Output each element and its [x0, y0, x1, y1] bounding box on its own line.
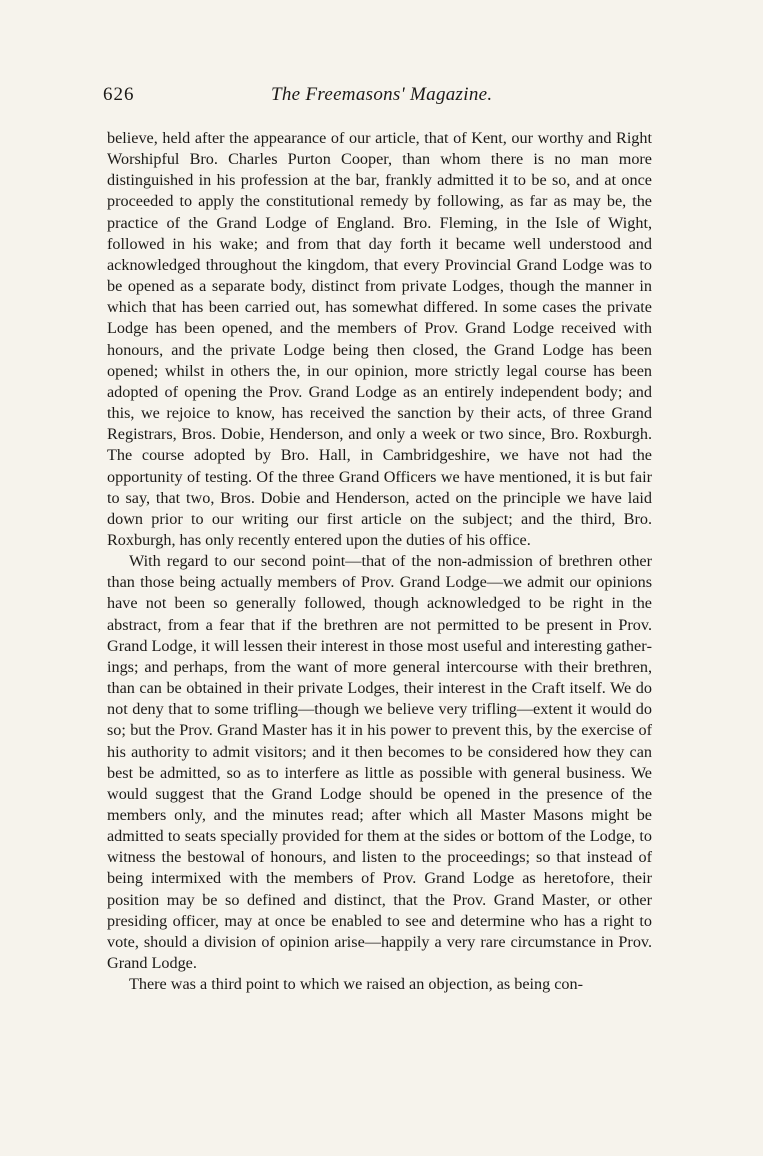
paragraph-continued: believe, held after the appearance of our article, that of Kent, our worthy and Right Worshipful Bro. Charles Purton Cooper, than whom there is no man more distinguished in his profession at the bar, frankly admitted it to be so, and at once proceeded to apply the constitutional remedy by following, as far as may be, the practice of the Grand Lodge of England. Bro. Fleming, in the Isle of Wight, followed in his wake; and from that day forth it became well understood and acknowledged throughout the kingdom, that every Provincial Grand Lodge was to be opened as a separate body, distinct from private Lodges, though the manner in which that has been carried out, has somewhat differed. In some cases the private Lodge has been opened, and the members of Prov. Grand Lodge received with honours, and the private Lodge being then closed, the Grand Lodge has been opened; whilst in others the, in our opinion, more strictly legal course has been adopted of opening the Prov. Grand Lodge as an entirely independent body; and this, we rejoice to know, has received the sanction by their acts, of three Grand Registrars, Bros. Dobie, Henderson, and only a week or two since, Bro. Roxburgh. The course adopted by Bro. Hall, in Cambridgeshire, we have not had the opportunity of testing. Of the three Grand Officers we have mentioned, it is but fair to say, that two, Bros. Dobie and Henderson, acted on the principle we have laid down prior to our writing our first article on the subject; and the third, Bro. Roxburgh, has only recently entered upon the duties of his office. [107, 129, 652, 549]
page-number: 626 [103, 84, 135, 105]
paragraph-second-point: With regard to our second point—that of the non-admission of brethren other than those being actually members of Prov. Grand Lodge—we admit our opinions have not been so generally followed, though acknowledged to be right in the abstract, from a fear that if the brethren are not permitted to be present in Prov. Grand Lodge, it will lessen their interest in those most useful and interesting gatherings; and perhaps, from the want of more general intercourse with their brethren, than can be obtained in their private Lodges, their interest in the Craft itself. We do not deny that to some trifling—though we believe very trifling—extent it would do so; but the Prov. Grand Master has it in his power to prevent this, by the exercise of his authority to admit visitors; and it then becomes to be considered how they can best be admitted, so as to interfere as little as possible with general business. We would suggest that the Grand Lodge should be opened in the presence of the members only, and the minutes read; after which all Master Masons might be admitted to seats specially provided for them at the sides or bottom of the Lodge, to witness the bestowal of honours, and listen to the proceedings; so that instead of being intermixed with the members of Prov. Grand Lodge as heretofore, their position may be so defined and distinct, that the Prov. Grand Master, or other presiding officer, may at once be enabled to see and determine who has a right to vote, should a division of opinion arise—happily a very rare circumstance in Prov. Grand Lodge. [107, 552, 652, 973]
page-header [103, 84, 663, 110]
article-body [107, 128, 652, 995]
paragraph-third-point: There was a third point to which we raised an objection, as being con- [129, 975, 584, 994]
running-title: The Freemasons' Magazine. [271, 84, 493, 105]
